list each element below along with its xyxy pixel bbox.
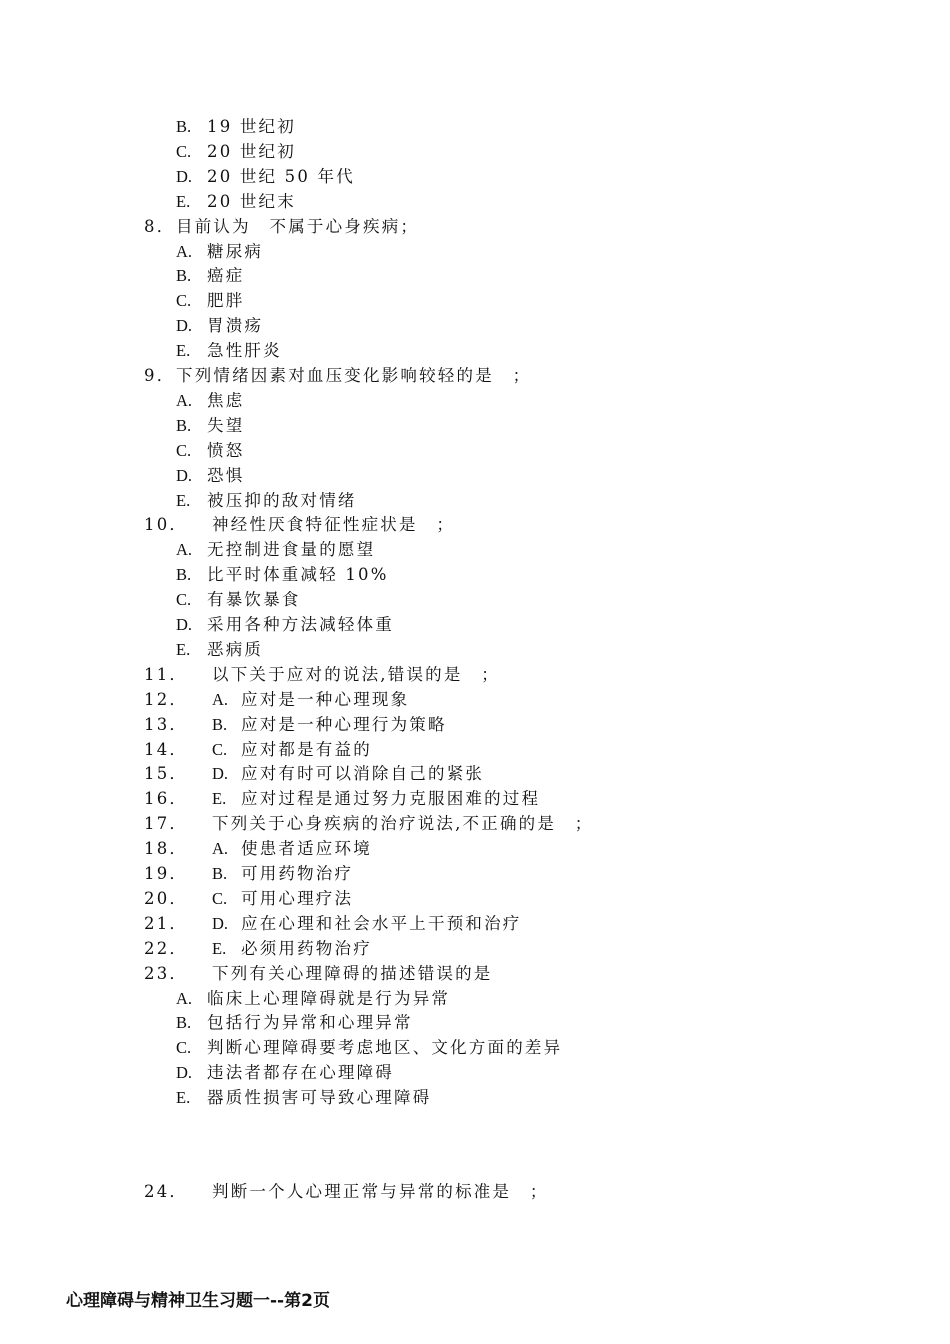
numbered-option	[0, 713, 950, 737]
answer-option	[0, 1011, 950, 1035]
answer-option	[0, 638, 950, 662]
option-text: 20 世纪末	[207, 191, 296, 211]
option-letter: B.	[212, 864, 228, 883]
option-letter: E.	[176, 639, 191, 659]
question-text: 以下关于应对的说法,错误的是 ；	[212, 664, 500, 684]
option-text: 焦虑	[207, 390, 245, 410]
answer-option	[0, 987, 950, 1011]
option-letter: D.	[176, 465, 193, 485]
question	[0, 215, 950, 239]
answer-option	[0, 115, 950, 139]
numbered-option	[0, 688, 950, 712]
option-letter: E.	[212, 938, 227, 958]
option-text: 必须用药物治疗	[241, 938, 372, 958]
option-letter: B.	[176, 565, 192, 585]
question	[0, 962, 950, 986]
option-text: 应对有时可以消除自己的紧张	[241, 764, 485, 784]
answer-option	[0, 588, 950, 612]
option-text: 有暴饮暴食	[207, 590, 301, 610]
option-letter: C.	[176, 291, 192, 311]
question-text: 下列关于心身疾病的治疗说法,不正确的是 ；	[212, 814, 594, 834]
line-number: 22．	[144, 938, 189, 958]
answer-option	[0, 240, 950, 264]
option-text: 应对是一种心理行为策略	[241, 714, 447, 734]
option-text: 恐惧	[207, 465, 245, 485]
option-letter: E.	[176, 1088, 191, 1108]
numbered-option	[0, 738, 950, 762]
answer-option	[0, 464, 950, 488]
answer-option	[0, 140, 950, 164]
answer-option	[0, 190, 950, 214]
option-letter: A.	[176, 241, 193, 261]
answer-option	[0, 339, 950, 363]
option-text: 违法者都存在心理障碍	[207, 1063, 394, 1083]
option-text: 判断心理障碍要考虑地区、文化方面的差异	[207, 1038, 563, 1058]
line-number: 14．	[144, 739, 189, 759]
option-text: 愤怒	[207, 440, 245, 460]
option-text: 恶病质	[207, 639, 264, 659]
option-letter: B.	[176, 1013, 192, 1033]
option-text: 采用各种方法减轻体重	[207, 615, 394, 634]
option-letter: E.	[176, 490, 191, 510]
option-text: 失望	[207, 415, 245, 435]
question-number: 11．	[144, 664, 189, 684]
option-text: 可用心理疗法	[241, 888, 354, 908]
question-24	[0, 1180, 950, 1204]
answer-option	[0, 414, 950, 438]
answer-option	[0, 389, 950, 413]
option-text: 肥胖	[207, 291, 245, 311]
option-letter: B.	[176, 266, 192, 286]
option-letter: C.	[176, 590, 192, 610]
option-letter: A.	[176, 540, 193, 560]
option-letter: E.	[176, 191, 191, 211]
answer-option	[0, 289, 950, 313]
question-text: 下列情绪因素对血压变化影响较轻的是 ；	[176, 366, 532, 385]
option-text: 应在心理和社会水平上干预和治疗	[241, 913, 522, 933]
option-letter: D.	[176, 166, 193, 186]
numbered-option	[0, 937, 950, 961]
option-letter: E.	[176, 341, 191, 361]
line-number: 18．	[144, 839, 189, 859]
numbered-option	[0, 762, 950, 786]
question-number: 8．	[144, 216, 176, 236]
question-number: 24．	[144, 1182, 189, 1201]
line-number: 15．	[144, 764, 189, 784]
numbered-option	[0, 787, 950, 811]
option-letter: C.	[176, 440, 192, 460]
option-text: 使患者适应环境	[241, 839, 372, 859]
option-text: 胃溃疡	[207, 316, 264, 336]
question-number: 23．	[144, 963, 189, 983]
option-text: 20 世纪 50 年代	[207, 166, 355, 186]
line-number: 21．	[144, 913, 189, 933]
numbered-option	[0, 912, 950, 936]
numbered-option	[0, 862, 950, 886]
question-number: 9．	[144, 366, 176, 385]
option-letter: D.	[176, 615, 193, 634]
option-letter: A.	[176, 988, 193, 1008]
option-letter: D.	[212, 913, 229, 933]
option-letter: E.	[212, 789, 227, 809]
option-text: 器质性损害可导致心理障碍	[207, 1088, 432, 1108]
option-letter: C.	[176, 141, 192, 161]
option-text: 无控制进食量的愿望	[207, 540, 376, 560]
question	[0, 812, 950, 836]
question	[0, 364, 950, 388]
answer-option	[0, 314, 950, 338]
answer-option	[0, 538, 950, 562]
answer-option	[0, 439, 950, 463]
option-letter: B.	[176, 415, 192, 435]
option-letter: C.	[212, 739, 228, 759]
answer-option	[0, 1036, 950, 1060]
option-text: 应对都是有益的	[241, 739, 372, 759]
numbered-option	[0, 837, 950, 861]
option-text: 急性肝炎	[207, 341, 282, 361]
option-letter: D.	[212, 764, 229, 784]
option-text: 包括行为异常和心理异常	[207, 1013, 413, 1033]
question-text: 判断一个人心理正常与异常的标准是 ；	[212, 1182, 549, 1201]
question-text: 神经性厌食特征性症状是 ；	[212, 515, 456, 535]
line-number: 16．	[144, 789, 189, 809]
option-letter: C.	[212, 888, 228, 908]
option-text: 20 世纪初	[207, 141, 296, 161]
option-text: 应对是一种心理现象	[241, 689, 410, 709]
option-letter: A.	[212, 689, 229, 709]
answer-option	[0, 165, 950, 189]
answer-option	[0, 264, 950, 288]
answer-option	[0, 489, 950, 513]
option-letter: A.	[212, 839, 229, 859]
line-number: 12．	[144, 689, 189, 709]
option-text: 临床上心理障碍就是行为异常	[207, 988, 451, 1008]
line-number: 20．	[144, 888, 189, 908]
line-number: 13．	[144, 714, 189, 734]
option-text: 癌症	[207, 266, 245, 286]
question-text: 下列有关心理障碍的描述错误的是	[212, 963, 493, 983]
answer-option	[0, 1061, 950, 1085]
question	[0, 663, 950, 687]
option-text: 可用药物治疗	[241, 864, 354, 883]
question	[0, 513, 950, 537]
option-letter: D.	[176, 316, 193, 336]
question-number: 10．	[144, 515, 189, 535]
line-number: 19．	[144, 864, 189, 883]
question-number: 17．	[144, 814, 189, 834]
option-text: 比平时体重减轻 10%	[207, 565, 389, 585]
option-letter: B.	[176, 117, 192, 136]
question-text: 目前认为 不属于心身疾病；	[176, 216, 420, 236]
option-letter: D.	[176, 1063, 193, 1083]
option-text: 糖尿病	[207, 241, 264, 261]
option-letter: A.	[176, 390, 193, 410]
answer-option	[0, 563, 950, 587]
option-text: 19 世纪初	[207, 117, 296, 136]
option-text: 被压抑的敌对情绪	[207, 490, 357, 510]
option-text: 应对过程是通过努力克服困难的过程	[241, 789, 541, 809]
page-footer: 心理障碍与精神卫生习题一--第2页	[66, 1291, 330, 1311]
numbered-option	[0, 887, 950, 911]
option-letter: C.	[176, 1038, 192, 1058]
answer-option	[0, 1086, 950, 1110]
answer-option	[0, 613, 950, 637]
option-letter: B.	[212, 714, 228, 734]
